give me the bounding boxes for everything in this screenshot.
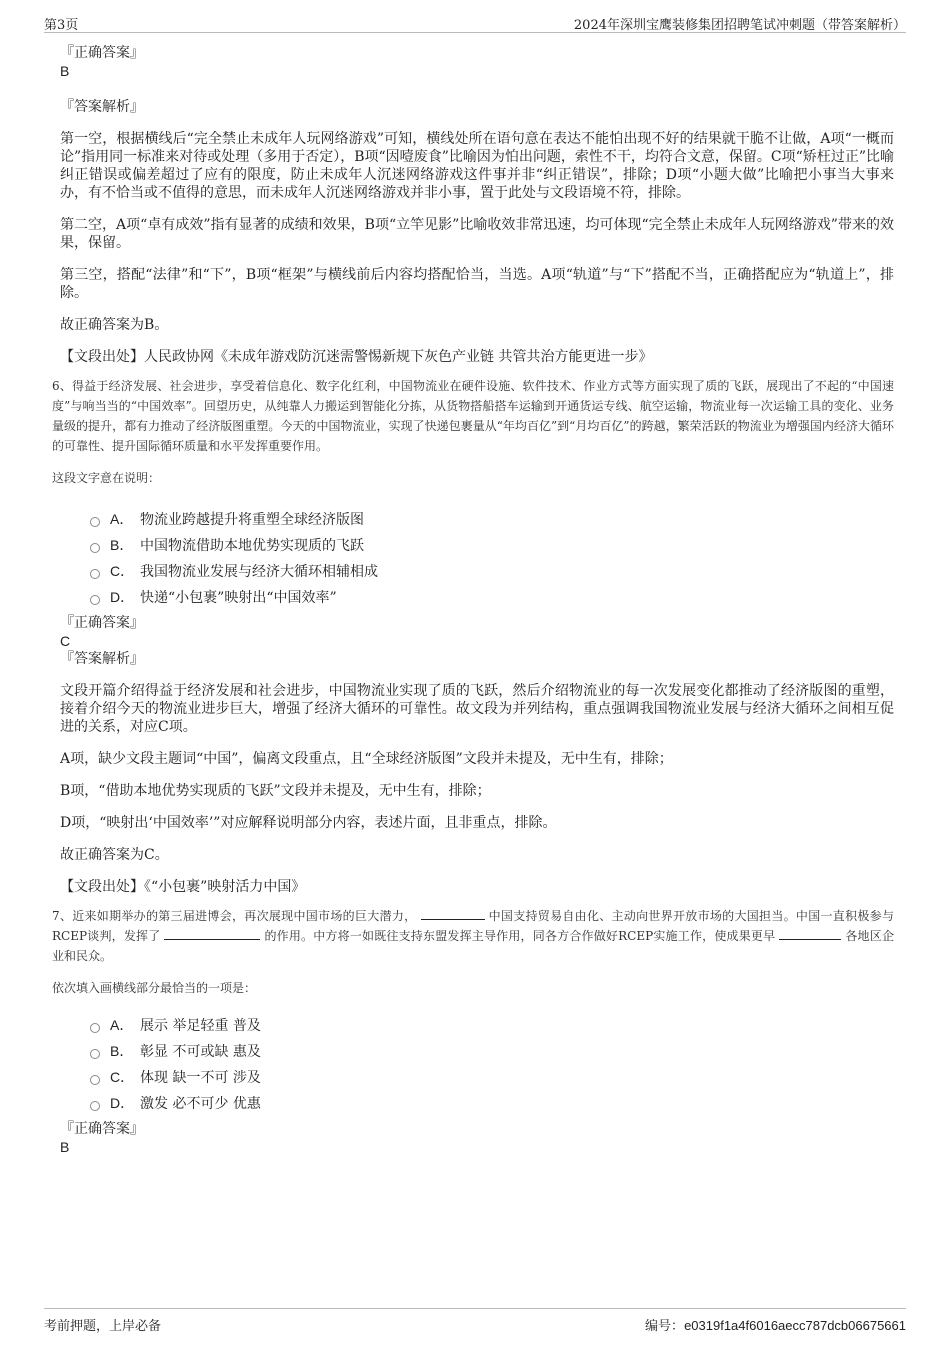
question-stem: 6、得益于经济发展、社会进步，享受着信息化、数字化红利，中国物流业在硬件设施、软件技术、作业方式等方面实现了质的飞跃，展现出了不起的“中国速度”与响当当的“中国效率”。回望历史，从纯靠人力搬运到智能化分拣，从货物搭船搭车运输到开通货运专线、航空运输，物流业每一次运输工具的变化、业务量级的提升，都有力推动了经济版图重塑。今天的中国物流业，实现了快递包裹量从“年均百亿”到“月均百亿”的跨越，繁荣活跃的物流业为增强国内经济大循环的可靠性、提升国际循环质量和水平发挥重要作用。 <box>52 379 894 453</box>
id-label: 编号： <box>645 1319 685 1334</box>
option-letter: A． <box>110 1017 134 1033</box>
stem-part: 的作用。中方将一如既往支持东盟发挥主导作用，同各方合作做好RCEP实施工作，使成果更早 <box>264 929 776 943</box>
option-b[interactable] <box>90 532 894 558</box>
option-letter: D． <box>110 1095 135 1111</box>
option-text: 体现 缺一不可 涉及 <box>140 1070 261 1086</box>
q7-answer-block <box>56 1120 894 1156</box>
option-text: 中国物流借助本地优势实现质的飞跃 <box>140 538 364 554</box>
footer-slogan: 考前押题，上岸必备 <box>44 1319 162 1334</box>
option-c[interactable] <box>90 1064 894 1090</box>
option-letter: A． <box>110 511 134 527</box>
stem-part: 各地区企业和民众。 <box>52 929 894 963</box>
radio-icon[interactable] <box>90 1049 100 1059</box>
question-prompt: 这段文字意在说明： <box>52 471 161 485</box>
q5-answer-block <box>56 44 894 366</box>
fill-blank <box>779 927 841 940</box>
page-footer <box>44 1308 906 1335</box>
option-list <box>90 506 894 610</box>
option-letter: D． <box>110 589 135 605</box>
option-d[interactable] <box>90 1090 894 1116</box>
analysis-paragraph: 文段开篇介绍得益于经济发展和社会进步，中国物流业实现了质的飞跃，然后介绍物流业的每一次发展变化都推动了经济版图的重塑，接着介绍今天的物流业进步巨大，增强了经济大循环的可靠性。故文段为并列结构，重点强调我国物流业发展与经济大循环之间相互促进的关系，对应C项。 <box>60 683 894 735</box>
analysis-label: 『答案解析』 <box>60 651 144 667</box>
radio-icon[interactable] <box>90 1023 100 1033</box>
radio-icon[interactable] <box>90 517 100 527</box>
radio-icon[interactable] <box>90 543 100 553</box>
option-c[interactable] <box>90 558 894 584</box>
option-letter: B． <box>110 1043 134 1059</box>
analysis-paragraph: 第一空，根据横线后“完全禁止未成年人玩网络游戏”可知，横线处所在语句意在表达不能怕出现不好的结果就干脆不让做，A项“一概而论”指用同一标准来对待或处理（多用于否定），B项“因噎废食”比喻因为怕出问题，索性不干，均符合文意，保留。C项“矫枉过正”比喻纠正错误或偏差超过了应有的限度，防止未成年人沉迷网络游戏这件事并非“纠正错误”，排除；D项“小题大做”比喻把小事当大事来办，有不恰当或不值得的意思，而未成年人沉迷网络游戏并非小事，置于此处与文段语境不符，排除。 <box>60 131 894 201</box>
page-header <box>44 10 906 33</box>
option-letter: B． <box>110 537 134 553</box>
analysis-label: 『答案解析』 <box>60 99 144 115</box>
option-a[interactable] <box>90 1012 894 1038</box>
option-letter: C． <box>110 1069 135 1085</box>
question-stem <box>52 906 894 966</box>
document-id <box>645 1315 906 1334</box>
option-a[interactable] <box>90 506 894 532</box>
option-text: 展示 举足轻重 普及 <box>140 1018 261 1034</box>
analysis-conclusion: 故正确答案为C。 <box>60 847 169 863</box>
source-citation: 【文段出处】人民政协网《未成年游戏防沉迷需警惕新规下灰色产业链 共管共治方能更进一步》 <box>60 349 653 365</box>
document-title: 2024年深圳宝鹰装修集团招聘笔试冲刺题（带答案解析） <box>573 18 906 33</box>
stem-part: 中国支持贸易自由化、主动向世界开放市场的大国担当。中国一直积极参与RCEP谈判，发挥了 <box>52 909 894 943</box>
radio-icon[interactable] <box>90 595 100 605</box>
stem-part: 7、近来如期举办的第三届进博会，再次展现中国市场的巨大潜力， <box>52 909 417 923</box>
option-text: 激发 必不可少 优惠 <box>140 1096 261 1112</box>
option-text: 我国物流业发展与经济大循环相辅相成 <box>140 564 378 580</box>
question-6 <box>52 376 894 610</box>
option-d[interactable] <box>90 584 894 610</box>
source-citation: 【文段出处】《“小包裹”映射活力中国》 <box>60 879 306 895</box>
q6-answer-block <box>56 614 894 896</box>
page-content <box>52 44 894 1156</box>
page-number: 第3页 <box>44 18 79 33</box>
analysis-paragraph: A项，缺少文段主题词“中国”，偏离文段重点，且“全球经济版图”文段并未提及，无中生有，排除； <box>60 751 673 767</box>
analysis-paragraph: 第二空，A项“卓有成效”指有显著的成绩和效果，B项“立竿见影”比喻收效非常迅速，均可体现“完全禁止未成年人玩网络游戏”带来的效果，保留。 <box>60 217 894 251</box>
radio-icon[interactable] <box>90 1101 100 1111</box>
analysis-paragraph: D项，“映射出‘中国效率’”对应解释说明部分内容，表述片面，且非重点，排除。 <box>60 815 557 831</box>
answer-value: C <box>60 633 71 649</box>
option-letter: C． <box>110 563 135 579</box>
radio-icon[interactable] <box>90 569 100 579</box>
option-list <box>90 1012 894 1116</box>
question-prompt: 依次填入画横线部分最恰当的一项是： <box>52 981 257 995</box>
option-text: 快递“小包裹”映射出“中国效率” <box>140 590 337 606</box>
question-7 <box>52 906 894 1116</box>
id-code: e0319f1a4f6016aecc787dcb06675661 <box>684 1318 906 1333</box>
fill-blank <box>421 907 485 920</box>
option-b[interactable] <box>90 1038 894 1064</box>
option-text: 物流业跨越提升将重塑全球经济版图 <box>140 512 364 528</box>
fill-blank <box>164 927 260 940</box>
analysis-paragraph: 第三空，搭配“法律”和“下”，B项“框架”与横线前后内容均搭配恰当，当选。A项“轨道”与“下”搭配不当，正确搭配应为“轨道上”，排除。 <box>60 267 894 301</box>
analysis-conclusion: 故正确答案为B。 <box>60 317 169 333</box>
analysis-paragraph: B项，“借助本地优势实现质的飞跃”文段并未提及，无中生有，排除； <box>60 783 491 799</box>
option-text: 彰显 不可或缺 惠及 <box>140 1044 261 1060</box>
answer-value: B <box>60 63 70 79</box>
radio-icon[interactable] <box>90 1075 100 1085</box>
answer-label: 『正确答案』 <box>60 45 144 61</box>
answer-value: B <box>60 1139 70 1155</box>
answer-label: 『正确答案』 <box>60 615 144 631</box>
answer-label: 『正确答案』 <box>60 1121 144 1137</box>
